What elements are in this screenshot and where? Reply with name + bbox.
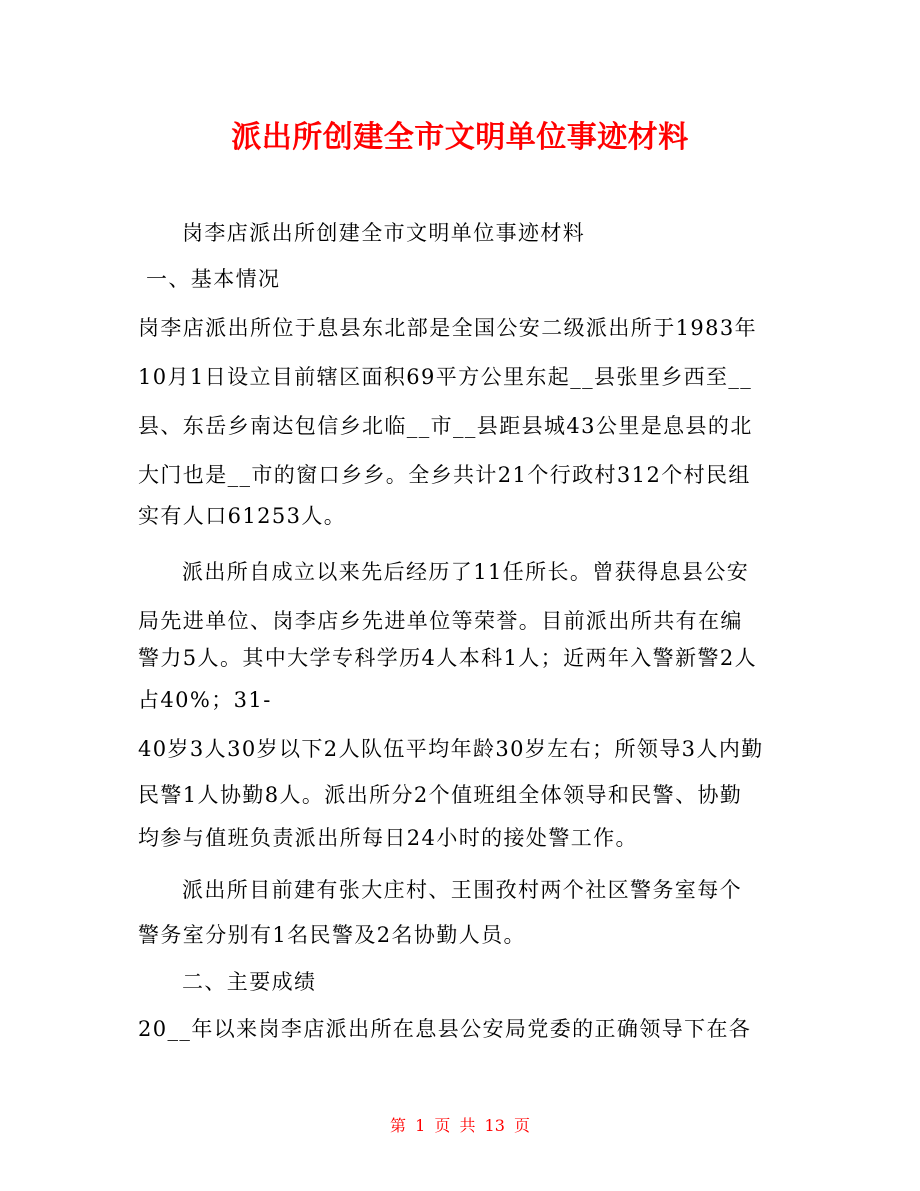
- section-heading: 二、主要成绩: [182, 970, 317, 994]
- paragraph-line: 岗李店派出所创建全市文明单位事迹材料: [182, 221, 586, 245]
- paragraph-line: 岗李店派出所位于息县东北部是全国公安二级派出所于1983年: [138, 316, 758, 340]
- paragraph-line: 局先进单位、岗李店乡先进单位等荣誉。目前派出所共有在编: [138, 609, 743, 633]
- paragraph-line: 实有人口61253人。: [138, 504, 347, 528]
- paragraph-line: 占40%；31-: [138, 688, 272, 712]
- document-title: 派出所创建全市文明单位事迹材料: [231, 120, 689, 155]
- paragraph-line: 大门也是__市的窗口乡乡。全乡共计21个行政村312个村民组: [138, 463, 751, 487]
- paragraph-line: 警务室分别有1名民警及2名协勤人员。: [138, 923, 526, 947]
- paragraph-line: 民警1人协勤8人。派出所分2个值班组全体领导和民警、协勤: [138, 783, 743, 807]
- paragraph-line: 20__年以来岗李店派出所在息县公安局党委的正确领导下在各: [138, 1017, 752, 1041]
- paragraph-line: 县、东岳乡南达包信乡北临__市__县距县城43公里是息县的北: [138, 414, 753, 438]
- paragraph-line: 均参与值班负责派出所每日24小时的接处警工作。: [138, 826, 638, 850]
- paragraph-line: 派出所目前建有张大庄村、王围孜村两个社区警务室每个: [182, 878, 742, 902]
- paragraph-line: 警力5人。其中大学专科学历4人本科1人；近两年入警新警2人: [138, 646, 758, 670]
- paragraph-line: 40岁3人30岁以下2人队伍平均年龄30岁左右；所领导3人内勤: [138, 737, 764, 761]
- section-heading: 一、基本情况: [146, 267, 281, 291]
- paragraph-line: 派出所自成立以来先后经历了11任所长。曾获得息县公安: [182, 560, 750, 584]
- paragraph-line: 10月1日设立目前辖区面积69平方公里东起__县张里乡西至__: [138, 365, 753, 389]
- page-number: 第 1 页 共 13 页: [390, 1116, 530, 1135]
